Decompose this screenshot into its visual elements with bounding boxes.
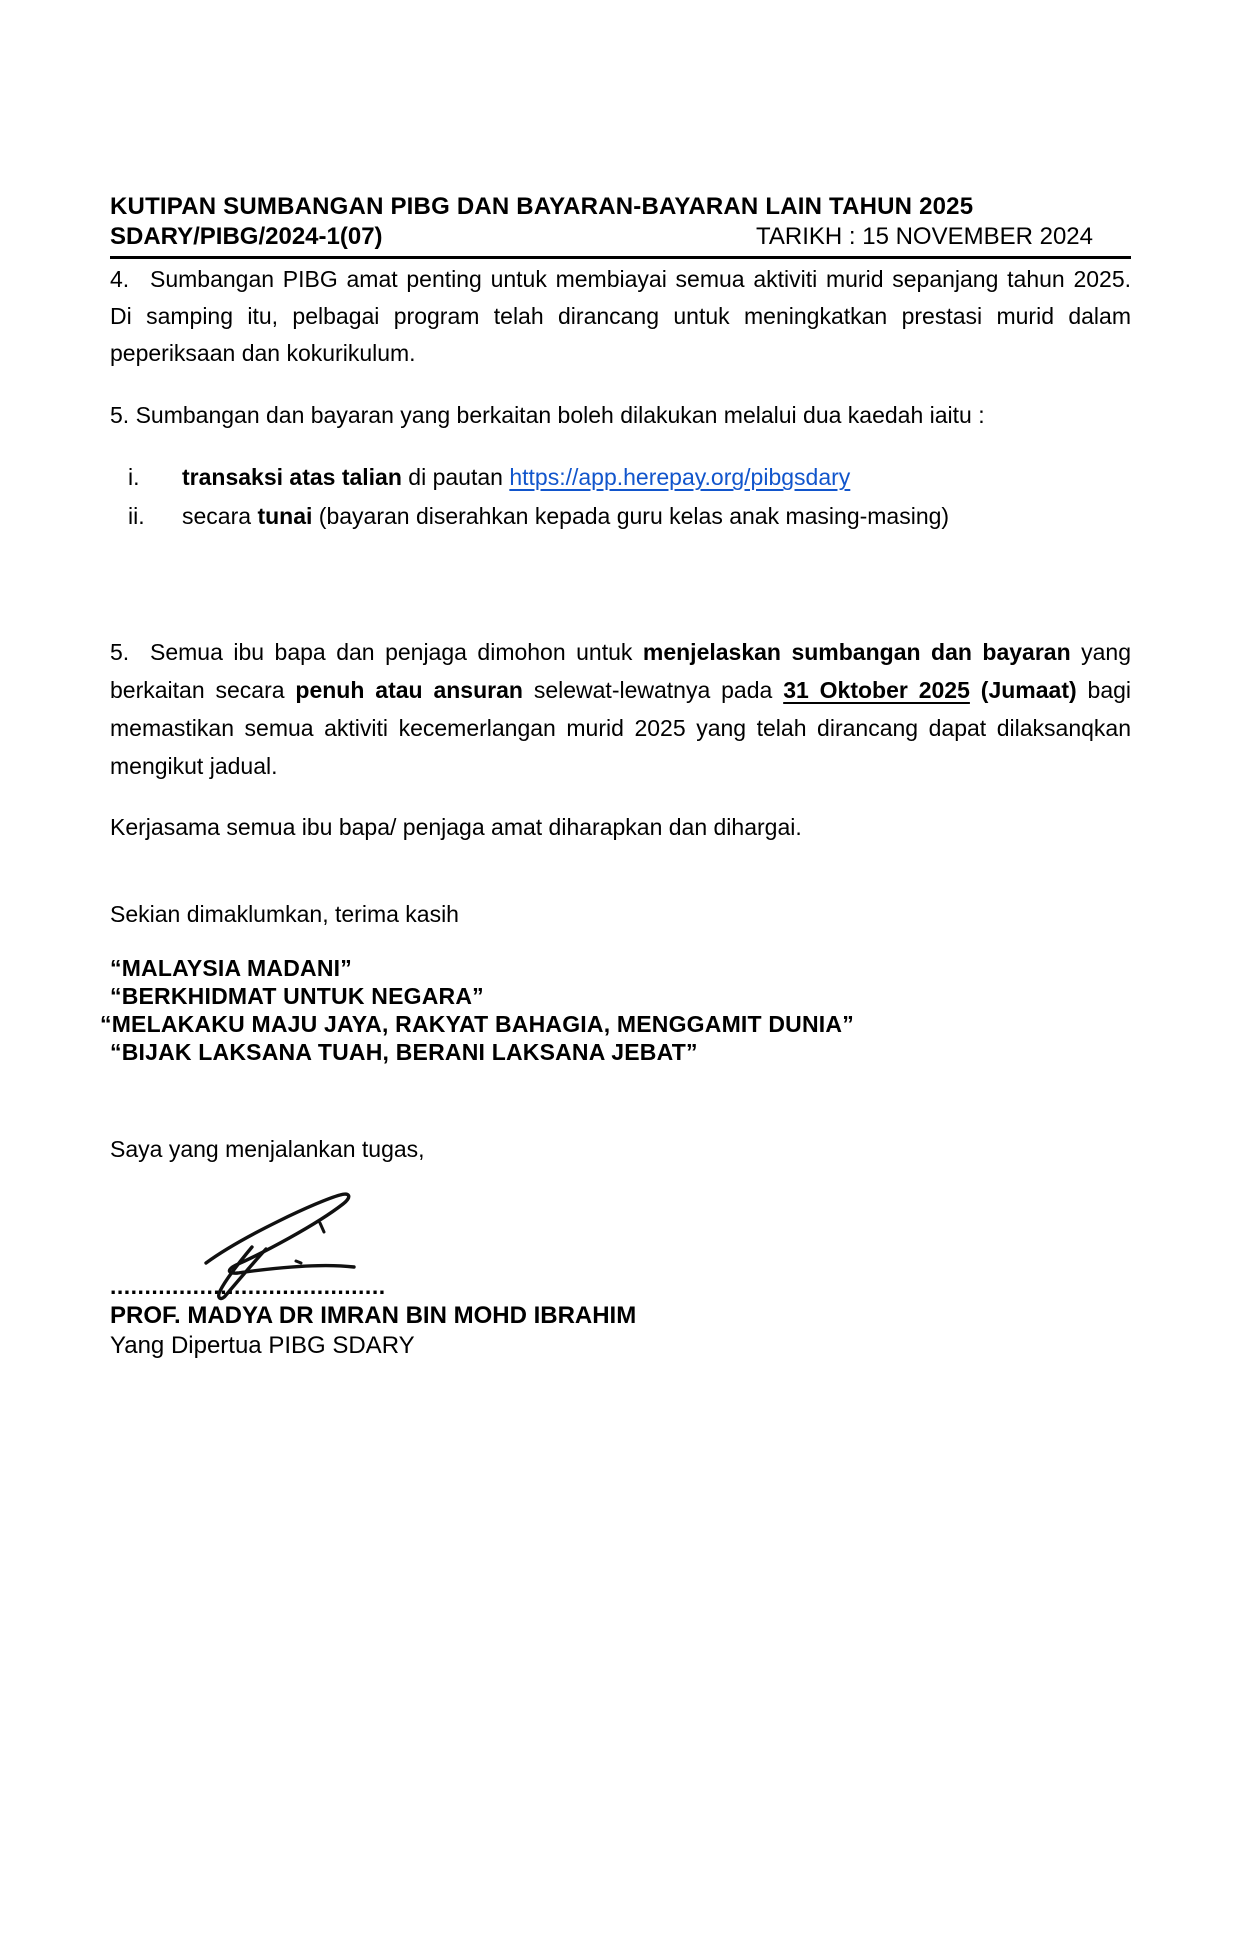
text-segment: (bayaran diserahkan kepada guru kelas anak masing-masing) xyxy=(312,503,950,529)
list-item-text xyxy=(182,458,850,497)
header-divider xyxy=(110,256,1131,259)
letter-page xyxy=(0,192,1241,1947)
signoff-intro: Saya yang menjalankan tugas, xyxy=(110,1136,425,1162)
text-segment: Semua ibu bapa dan penjaga dimohon untuk xyxy=(150,639,643,665)
slogan-line-2: “BERKHIDMAT UNTUK NEGARA” xyxy=(110,983,484,1009)
letter-date: TARIKH : 15 NOVEMBER 2024 xyxy=(755,223,1093,250)
closing-cooperation: Kerjasama semua ibu bapa/ penjaga amat diharapkan dan dihargai. xyxy=(110,814,802,840)
paragraph-number: 4. xyxy=(110,266,130,292)
signature-block xyxy=(110,1271,1131,1361)
list-item-cash xyxy=(128,497,1131,536)
closing-thanks: Sekian dimaklumkan, terima kasih xyxy=(110,901,459,927)
text-segment: penuh atau ansuran xyxy=(295,677,523,703)
letter-title: KUTIPAN SUMBANGAN PIBG DAN BAYARAN-BAYARAN LAIN TAHUN 2025 xyxy=(110,193,974,220)
signatory-name: PROF. MADYA DR IMRAN BIN MOHD IBRAHIM xyxy=(110,1302,637,1329)
text-segment: yang berkaitan secara xyxy=(110,639,1131,703)
text-segment: (Jumaat) xyxy=(980,677,1077,703)
text-segment: secara xyxy=(182,503,258,529)
list-marker: i. xyxy=(128,464,140,490)
text-segment: bagi memastikan semua aktiviti kecemerlangan murid 2025 yang telah dirancang dapat dilaksanqkan mengikut jadual. xyxy=(110,677,1132,779)
slogan-line-4: “BIJAK LAKSANA TUAH, BERANI LAKSANA JEBAT” xyxy=(110,1039,698,1065)
paragraph-5-reminder xyxy=(110,633,1131,785)
payment-method-list xyxy=(128,458,1131,536)
paragraph-4-text xyxy=(110,266,1131,366)
slogan-line-3: “MELAKAKU MAJU JAYA, RAKYAT BAHAGIA, MENGGAMIT DUNIA” xyxy=(100,1011,854,1037)
text-segment: selewat-lewatnya pada xyxy=(522,677,784,703)
paragraph-number: 5. xyxy=(110,639,130,665)
text-segment: Sumbangan PIBG amat penting untuk membiayai semua aktiviti murid sepanjang tahun 2025. Di samping itu, pelbagai program telah dirancang untuk meningkatkan prestasi murid dalam peperiksaan dan kokurikulum. xyxy=(110,266,1131,366)
list-item-online xyxy=(128,458,1131,497)
slogan-block xyxy=(100,954,1131,1066)
text-segment: di pautan xyxy=(401,464,510,490)
text-segment: menjelaskan sumbangan dan bayaran xyxy=(642,639,1071,665)
paragraph-4 xyxy=(110,261,1131,372)
reference-number: SDARY/PIBG/2024-1(07) xyxy=(110,223,383,250)
text-segment: tunai xyxy=(257,503,313,529)
paragraph-5-reminder-text xyxy=(110,639,1131,779)
dotted-signature-line: ........................................ xyxy=(110,1273,386,1299)
slogan-line-1: “MALAYSIA MADANI” xyxy=(110,955,352,981)
text-segment: transaksi atas talian xyxy=(182,464,402,490)
hyperlink[interactable]: https://app.herepay.org/pibgsdary xyxy=(509,464,851,490)
header-ref-date-row xyxy=(110,222,1131,252)
list-marker: ii. xyxy=(128,503,145,529)
signatory-role: Yang Dipertua PIBG SDARY xyxy=(110,1332,415,1359)
text-segment: 31 Oktober 2025 xyxy=(783,677,970,703)
text-segment xyxy=(970,677,981,703)
letter-header xyxy=(110,192,1131,259)
list-item-text xyxy=(182,497,949,536)
paragraph-5-intro: 5. Sumbangan dan bayaran yang berkaitan boleh dilakukan melalui dua kaedah iaitu : xyxy=(110,402,985,428)
